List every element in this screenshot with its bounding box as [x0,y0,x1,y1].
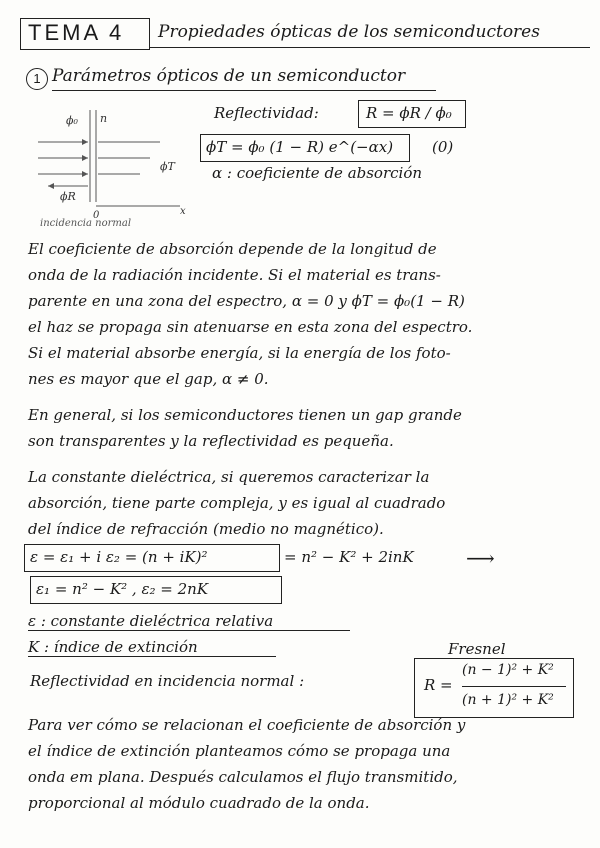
text-line: absorción, tiene parte compleja, y es igual al cuadrado [28,494,446,512]
text-line: son transparentes y la reflectividad es pequeña. [28,432,394,450]
fraction-bar [462,686,566,687]
paragraph-plane-wave [28,712,465,816]
phi0-label: ϕ₀ [66,114,78,127]
text-line: nes es mayor que el gap, α ≠ 0. [28,370,269,388]
text-line: el haz se propaga sin atenuarse en esta zona del espectro. [28,318,473,336]
text-line: del índice de refracción (medio no magnético). [28,520,384,538]
incidence-diagram [30,102,205,230]
n-label: n [100,112,108,125]
text-line: Si el material absorbe energía, si la energía de los foto- [28,344,451,362]
section-title: Parámetros ópticos de un semiconductor [52,66,406,86]
text-line: onda em plana. Después calculamos el flujo transmitido, [28,768,458,786]
paragraph-dielectric [28,464,445,542]
reflectivity-normal-label: Reflectividad en incidencia normal : [30,672,305,690]
fresnel-numerator: (n − 1)² + K² [462,662,554,678]
transmission-formula: ϕT = ϕ₀ (1 − R) e^(−αx) [206,138,394,156]
text-line: proporcional al módulo cuadrado de la onda. [28,794,370,812]
epsilon-parts-formula: ε₁ = n² − K² , ε₂ = 2nK [36,580,209,598]
arrow-head [82,139,88,145]
reflectivity-formula: R = ϕR / ϕ₀ [366,104,452,122]
tema-title: TEMA 4 [28,20,125,45]
text-line: onda de la radiación incidente. Si el material es trans- [28,266,441,284]
arrow-head [82,171,88,177]
diagram-caption: incidencia normal [40,218,132,229]
fresnel-denominator: (n + 1)² + K² [462,692,554,708]
text-line: el índice de extinción planteamos cómo se propaga una [28,742,451,760]
section-underline [52,90,436,91]
reflectivity-label: Reflectividad: [214,104,319,122]
origin-label: 0 [93,210,100,221]
alpha-definition: α : coeficiente de absorción [212,164,423,182]
phiT-label: ϕT [160,160,175,173]
arrow-icon: ⟶ [466,546,495,570]
section-number: 1 [26,68,48,90]
epsilon-def-underline [28,630,350,631]
epsilon-expansion: = n² − K² + 2inK [284,548,414,566]
title-underline [150,47,590,48]
epsilon-formula: ε = ε₁ + i ε₂ = (n + iK)² [30,548,208,566]
arrow-head [82,155,88,161]
k-def-underline [28,656,276,657]
phiR-label: ϕR [60,190,76,203]
text-line: Para ver cómo se relacionan el coeficiente de absorción y [28,716,466,734]
page-title: Propiedades ópticas de los semiconductores [158,22,540,42]
text-line: El coeficiente de absorción depende de la longitud de [28,240,437,258]
text-line: En general, si los semiconductores tienen un gap grande [28,406,462,424]
paragraph-gap [28,402,462,454]
arrow-head [48,183,54,189]
paragraph-absorption [28,236,472,392]
text-line: parente en una zona del espectro, α = 0 y ϕT = ϕ₀(1 − R) [28,292,465,310]
equation-tag: (0) [432,138,454,156]
text-line: La constante dieléctrica, si queremos caracterizar la [28,468,430,486]
x-label: x [180,206,186,217]
k-definition: K : índice de extinción [28,638,198,656]
fresnel-lhs: R = [424,676,453,694]
fresnel-label: Fresnel [448,640,506,658]
epsilon-definition: ε : constante dieléctrica relativa [28,612,274,630]
